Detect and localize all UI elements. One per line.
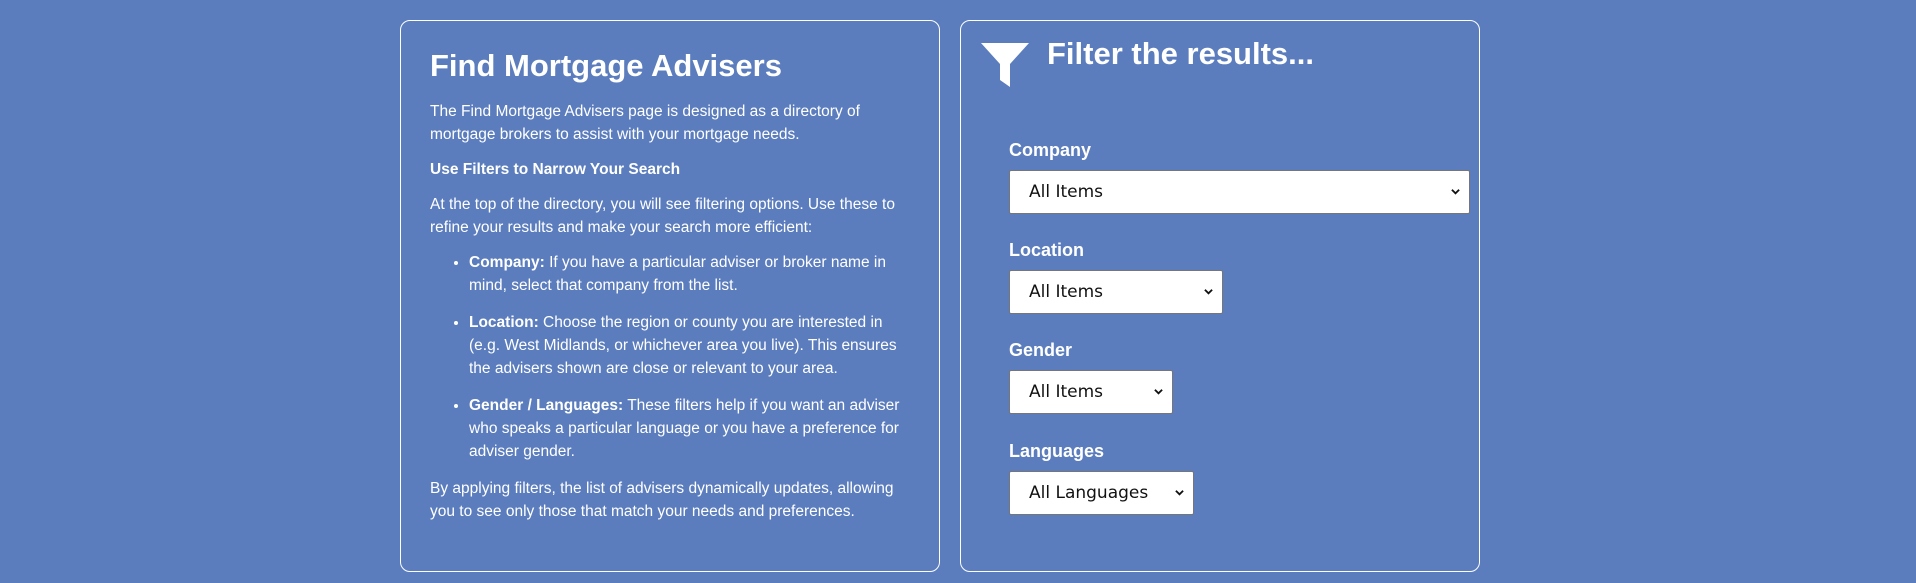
filter-help-list <box>430 251 911 463</box>
page-title: Find Mortgage Advisers <box>430 48 782 83</box>
location-select-value: All Items <box>1029 282 1104 302</box>
bullet-text: Choose the region or county you are interested in (e.g. West Midlands, or whichever area you live). This ensures the advisers shown are close or relevant to your area. <box>469 314 897 378</box>
list-item-location <box>469 311 911 380</box>
bullet-text: If you have a particular adviser or broker name in mind, select that company from the list. <box>469 254 886 295</box>
gender-filter <box>1009 340 1173 414</box>
chevron-down-icon <box>1175 488 1184 497</box>
closing-text: By applying filters, the list of advisers dynamically updates, allowing you to see only those that match your needs and preferences. <box>430 480 894 521</box>
funnel-icon <box>979 39 1031 91</box>
bullet-label: Company: <box>469 254 545 272</box>
bullet-label: Gender / Languages: <box>469 397 624 415</box>
languages-filter <box>1009 441 1194 515</box>
gender-select-value: All Items <box>1029 382 1104 402</box>
company-select[interactable] <box>1009 170 1470 214</box>
languages-select-value: All Languages <box>1029 483 1149 503</box>
company-select-value: All Items <box>1029 182 1104 202</box>
filter-title: Filter the results... <box>1047 35 1315 71</box>
chevron-down-icon <box>1154 387 1163 396</box>
company-filter <box>1009 140 1470 214</box>
info-panel <box>400 20 940 572</box>
list-item-gender-languages <box>469 394 911 463</box>
list-item-company <box>469 251 911 297</box>
bullet-text: These filters help if you want an adviser who speaks a particular language or you have a preference for adviser gender. <box>469 397 900 461</box>
location-filter <box>1009 240 1223 314</box>
filter-panel <box>960 20 1480 572</box>
gender-select[interactable] <box>1009 370 1173 414</box>
filters-intro-text: At the top of the directory, you will see filtering options. Use these to refine your results and make your search more efficient: <box>430 196 895 237</box>
intro-text: The Find Mortgage Advisers page is designed as a directory of mortgage brokers to assist with your mortgage needs. <box>430 103 860 144</box>
filter-header <box>979 35 1315 91</box>
chevron-down-icon <box>1204 287 1213 296</box>
languages-select[interactable] <box>1009 471 1194 515</box>
location-label: Location <box>1009 240 1084 260</box>
bullet-label: Location: <box>469 314 539 332</box>
languages-label: Languages <box>1009 441 1105 461</box>
filters-subheading: Use Filters to Narrow Your Search <box>430 161 681 179</box>
location-select[interactable] <box>1009 270 1223 314</box>
gender-label: Gender <box>1009 340 1073 360</box>
company-label: Company <box>1009 140 1092 160</box>
chevron-down-icon <box>1451 187 1460 196</box>
